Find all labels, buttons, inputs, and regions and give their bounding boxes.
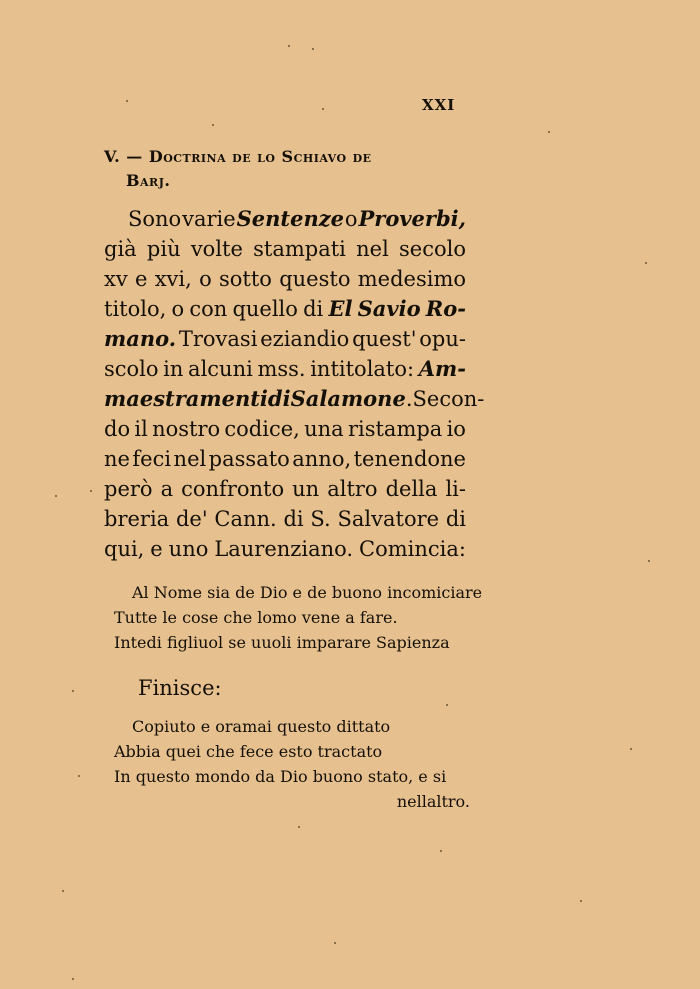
word: sotto	[218, 267, 272, 291]
italic-word: mano.	[104, 326, 177, 351]
section-heading	[104, 145, 474, 193]
paper-speck	[298, 826, 300, 828]
word: questo	[279, 267, 351, 291]
word: quello	[232, 297, 298, 321]
word: e	[134, 267, 148, 291]
word: nel	[173, 447, 207, 471]
finisce-label: Finisce:	[138, 676, 222, 700]
word: però	[104, 477, 153, 501]
section-heading-line-2: Barj.	[126, 171, 171, 190]
paper-speck	[212, 124, 214, 126]
section-heading-line-1: V. — Doctrina de lo Schiavo de	[104, 147, 372, 166]
word: Comincia:	[359, 537, 466, 561]
word: xv	[104, 267, 128, 291]
word: più	[146, 237, 181, 261]
body-line	[104, 474, 466, 504]
word: do	[104, 417, 131, 441]
body-line	[104, 324, 466, 354]
word: anno,	[292, 447, 352, 471]
italic-word: Sentenze	[236, 206, 345, 231]
word: eziandio	[260, 327, 350, 351]
word: xvi,	[154, 267, 192, 291]
word: e	[150, 537, 163, 561]
word: mss.	[257, 357, 306, 381]
word: una	[304, 417, 344, 441]
body-line	[104, 384, 485, 414]
verse-opening-line-2: Tutte le cose che lomo vene a fare.	[114, 608, 398, 627]
word: già	[104, 237, 137, 261]
italic-word: Salamone	[290, 386, 406, 411]
paper-speck	[645, 262, 647, 264]
body-line	[104, 444, 466, 474]
italic-word: Ro-	[425, 296, 466, 321]
word: breria	[104, 507, 170, 531]
verse-opening-line-3: Intedi figliuol se uuoli imparare Sapienza	[114, 633, 450, 652]
paper-speck	[580, 900, 582, 902]
paper-speck	[126, 100, 128, 102]
word: ristampa	[347, 417, 443, 441]
body-line	[104, 414, 466, 444]
paper-speck	[548, 131, 550, 133]
paper-speck	[630, 748, 632, 750]
italic-word: maestramenti	[104, 386, 268, 411]
word: uno	[168, 537, 209, 561]
word: qui,	[104, 537, 145, 561]
verse-closing-tail: nellaltro.	[396, 792, 470, 811]
word: medesimo	[357, 267, 466, 291]
verse-opening-line-1: Al Nome sia de Dio e de buono incomiciare	[132, 583, 483, 602]
verse-closing	[114, 714, 470, 814]
word: o	[199, 267, 212, 291]
word: li-	[445, 477, 466, 501]
word: Secon-	[412, 387, 485, 411]
italic-word: Proverbi,	[358, 206, 466, 231]
word: di	[445, 507, 466, 531]
word: a	[160, 477, 174, 501]
word: .	[405, 387, 413, 411]
body-line	[104, 234, 466, 264]
body-line	[104, 294, 466, 324]
body-line	[104, 204, 466, 234]
body-line	[104, 534, 466, 564]
word: di	[303, 297, 324, 321]
body-line	[104, 504, 466, 534]
word: altro	[327, 477, 378, 501]
word: Salvatore	[337, 507, 440, 531]
word: de'	[175, 507, 208, 531]
paper-speck	[90, 490, 92, 492]
word: Trovasi	[178, 327, 258, 351]
paper-speck	[334, 942, 336, 944]
word: un	[292, 477, 320, 501]
italic-word: Savio	[357, 296, 421, 321]
body-line	[104, 354, 466, 384]
word: varie	[182, 207, 236, 231]
word: alcuni	[188, 357, 253, 381]
paper-speck	[62, 890, 64, 892]
word: in	[163, 357, 184, 381]
word: passato	[208, 447, 290, 471]
word: S.	[310, 507, 331, 531]
word: titolo,	[104, 297, 167, 321]
paper-speck	[440, 850, 442, 852]
body-paragraph	[104, 204, 485, 564]
word: volte	[190, 237, 243, 261]
body-line	[104, 264, 466, 294]
paper-speck	[648, 560, 650, 562]
word: nel	[356, 237, 389, 261]
word: il	[134, 417, 148, 441]
word: stampati	[253, 237, 346, 261]
word: secolo	[399, 237, 466, 261]
word: con	[189, 297, 228, 321]
word: o	[344, 207, 358, 231]
word: feci	[132, 447, 172, 471]
word: quest'	[352, 327, 417, 351]
word: o	[171, 297, 185, 321]
paper-speck	[55, 495, 57, 497]
word: intitolato:	[310, 357, 415, 381]
word: scolo	[104, 357, 159, 381]
italic-word: di	[267, 386, 291, 411]
verse-closing-line-2: Abbia quei che fece esto tractato	[114, 742, 383, 761]
paper-speck	[312, 48, 314, 50]
word: Cann.	[214, 507, 277, 531]
word: ne	[104, 447, 130, 471]
word: io	[446, 417, 466, 441]
word: della	[385, 477, 438, 501]
word: nostro	[152, 417, 221, 441]
italic-word: Am-	[418, 356, 466, 381]
verse-opening	[114, 580, 482, 655]
paper-speck	[72, 978, 74, 980]
word: opu-	[419, 327, 466, 351]
word: tenendone	[353, 447, 466, 471]
italic-word: El	[328, 296, 353, 321]
paper-speck	[322, 108, 324, 110]
word: codice,	[224, 417, 300, 441]
word: di	[283, 507, 304, 531]
verse-closing-line-1: Copiuto e oramai questo dittato	[132, 717, 391, 736]
word: confronto	[181, 477, 285, 501]
verse-closing-line-3: In questo mondo da Dio buono stato, e si	[114, 767, 447, 786]
word: Laurenziano.	[214, 537, 354, 561]
paper-speck	[288, 45, 290, 47]
paper-speck	[446, 704, 448, 706]
paper-speck	[72, 690, 74, 692]
paper-speck	[78, 775, 80, 777]
page-number: XXI	[422, 96, 456, 114]
word: Sono	[128, 207, 182, 231]
